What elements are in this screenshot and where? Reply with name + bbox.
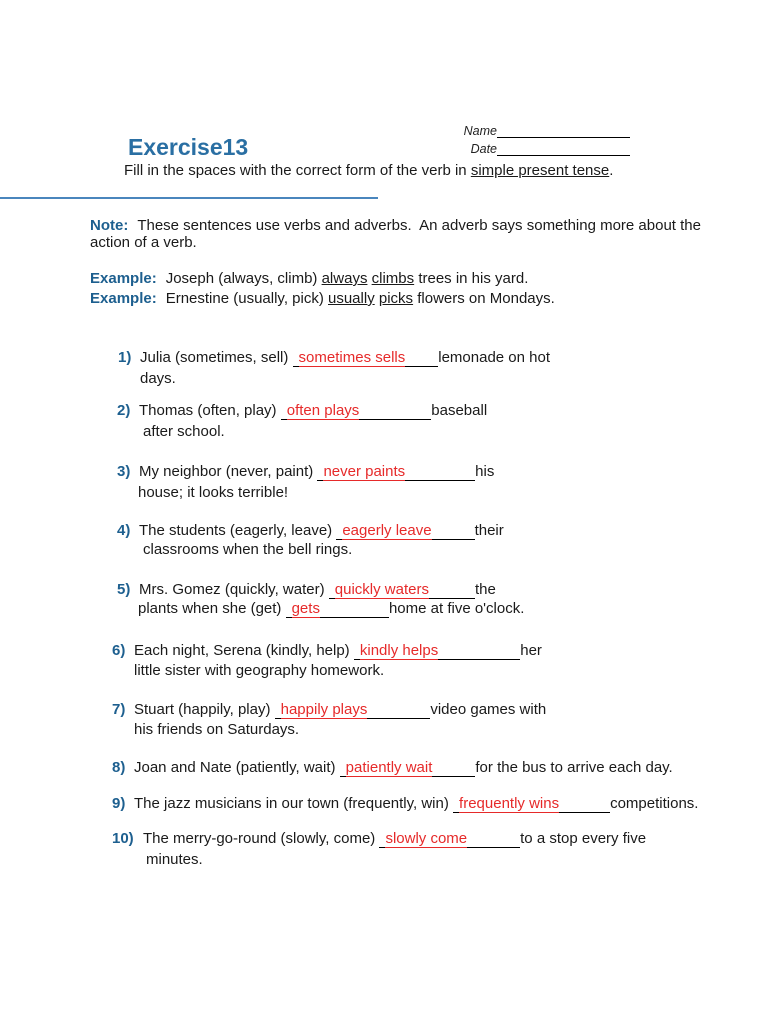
example-verb: climbs xyxy=(371,270,415,287)
answer-text: patiently wait xyxy=(345,759,433,776)
worksheet-title: Exercise13 xyxy=(128,134,249,160)
question-prompt: Each night, Serena (kindly, help) xyxy=(134,642,350,659)
question-continuation: baseball xyxy=(431,402,488,419)
question-continuation: video games with xyxy=(430,701,547,718)
answer-text: happily plays xyxy=(280,701,368,718)
question-line xyxy=(139,461,494,482)
answer-text: eagerly leave xyxy=(342,522,432,539)
example-2 xyxy=(90,288,555,309)
question-prompt: The students (eagerly, leave) xyxy=(139,522,333,539)
question-prompt: Julia (sometimes, sell) xyxy=(140,349,289,366)
question-continuation: the xyxy=(474,581,496,598)
question-line xyxy=(139,400,487,421)
question-line xyxy=(134,793,698,814)
example-1 xyxy=(90,268,528,289)
question-line-2: house; it looks terrible! xyxy=(138,484,289,501)
example-label: Example: xyxy=(90,270,157,287)
answer-text: quickly waters xyxy=(334,581,429,598)
question-line xyxy=(134,640,542,661)
answer-text: gets xyxy=(291,600,320,617)
question-number: 10) xyxy=(112,830,134,847)
question-continuation: to a stop every five xyxy=(520,830,647,847)
question-prompt: Mrs. Gomez (quickly, water) xyxy=(139,581,325,598)
question-number: 1) xyxy=(118,349,132,366)
answer-text: often plays xyxy=(286,402,360,419)
question-line-2: minutes. xyxy=(146,851,203,868)
question-line-2 xyxy=(138,598,524,619)
instruction-tense: simple present tense xyxy=(470,162,610,179)
question-prompt: The jazz musicians in our town (frequently, win) xyxy=(134,795,449,812)
question-continuation: her xyxy=(520,642,542,659)
note-text: These sentences use verbs and adverbs. An adverb says something more about the action of a verb. xyxy=(90,217,706,251)
question-line xyxy=(134,699,546,720)
question-number: 6) xyxy=(112,642,126,659)
date-line xyxy=(497,155,630,156)
question-number: 5) xyxy=(117,581,131,598)
example-prompt: Ernestine (usually, pick) xyxy=(165,290,324,307)
question-continuation: their xyxy=(474,522,504,539)
question-line-2: his friends on Saturdays. xyxy=(134,721,300,738)
example-rest: flowers on Mondays. xyxy=(417,290,555,307)
question-prompt: plants when she (get) xyxy=(138,600,282,617)
question-number: 2) xyxy=(117,402,131,419)
question-line xyxy=(140,347,550,368)
answer-blank xyxy=(329,581,475,599)
question-line-2: classrooms when the bell rings. xyxy=(143,541,353,558)
question-prompt: Thomas (often, play) xyxy=(139,402,277,419)
example-adverb: always xyxy=(321,270,368,287)
question-line xyxy=(134,757,673,778)
answer-text: kindly helps xyxy=(359,642,439,659)
answer-blank xyxy=(281,402,432,420)
name-label: Name xyxy=(463,124,497,138)
answer-blank xyxy=(293,349,439,367)
question-number: 9) xyxy=(112,795,126,812)
answer-blank xyxy=(340,759,476,777)
example-rest: trees in his yard. xyxy=(418,270,529,287)
answer-blank xyxy=(317,463,475,481)
answer-blank xyxy=(354,642,520,660)
question-prompt: The merry-go-round (slowly, come) xyxy=(143,830,376,847)
answer-text: slowly come xyxy=(385,830,468,847)
question-number: 7) xyxy=(112,701,126,718)
answer-blank xyxy=(336,522,474,540)
header-divider xyxy=(0,197,378,199)
question-line xyxy=(139,520,504,541)
instruction-text: Fill in the spaces with the correct form of the verb in xyxy=(124,162,467,179)
question-prompt: My neighbor (never, paint) xyxy=(139,463,314,480)
note-label: Note: xyxy=(90,217,129,234)
question-line-2: days. xyxy=(140,370,176,387)
question-line xyxy=(139,579,496,600)
answer-text: never paints xyxy=(323,463,406,480)
question-line-2: little sister with geography homework. xyxy=(134,662,385,679)
instructions xyxy=(124,160,613,181)
example-label: Example: xyxy=(90,290,157,307)
question-continuation: for the bus to arrive each day. xyxy=(475,759,673,776)
date-label: Date xyxy=(470,142,497,156)
question-continuation: home at five o'clock. xyxy=(388,600,525,617)
question-continuation: competitions. xyxy=(610,795,699,812)
answer-text: sometimes sells xyxy=(298,349,406,366)
question-continuation: his xyxy=(475,463,495,480)
example-prompt: Joseph (always, climb) xyxy=(165,270,318,287)
name-line xyxy=(497,137,630,138)
example-adverb: usually xyxy=(328,290,375,307)
question-number: 8) xyxy=(112,759,126,776)
answer-blank xyxy=(453,795,610,813)
question-prompt: Joan and Nate (patiently, wait) xyxy=(134,759,336,776)
question-number: 3) xyxy=(117,463,131,480)
answer-text: frequently wins xyxy=(459,795,560,812)
question-line-2: after school. xyxy=(143,423,225,440)
example-verb: picks xyxy=(378,290,414,307)
question-line xyxy=(143,828,646,849)
answer-blank xyxy=(275,701,431,719)
question-number: 4) xyxy=(117,522,131,539)
question-continuation: lemonade on hot xyxy=(438,349,551,366)
answer-blank xyxy=(379,830,520,848)
instruction-end: . xyxy=(609,162,614,179)
note xyxy=(90,217,720,251)
answer-blank xyxy=(286,600,389,618)
question-prompt: Stuart (happily, play) xyxy=(134,701,271,718)
